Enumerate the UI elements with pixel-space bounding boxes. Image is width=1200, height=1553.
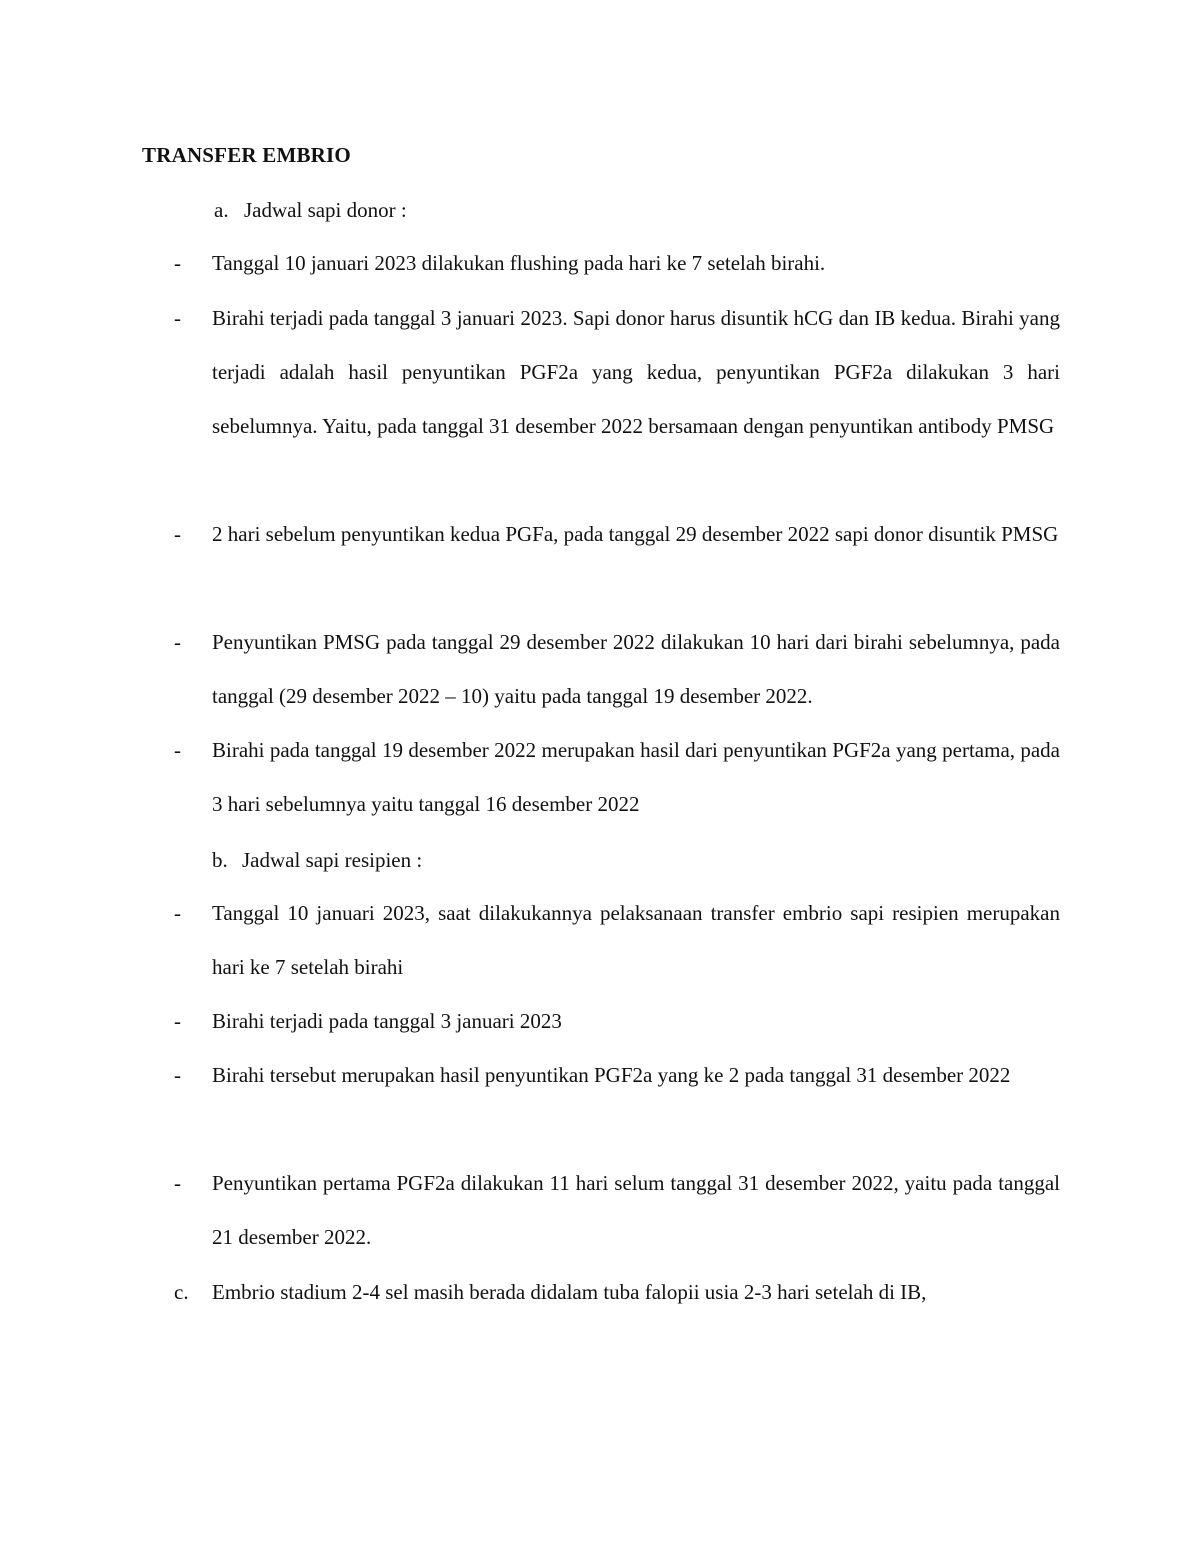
section-a-heading-text: Jadwal sapi donor :	[244, 198, 407, 222]
section-c-marker: c.	[174, 1280, 189, 1304]
list-item	[142, 1156, 1060, 1264]
list-item	[142, 1048, 1060, 1102]
list-item-text: Birahi terjadi pada tanggal 3 januari 2023	[212, 1009, 562, 1033]
list-item	[142, 236, 1060, 290]
bullet-marker: -	[174, 630, 181, 654]
list-item	[142, 615, 1060, 723]
bullet-marker: -	[174, 1171, 181, 1195]
list-item-text: Penyuntikan PMSG pada tanggal 29 desember 2022 dilakukan 10 hari dari birahi sebelumnya, pada tanggal (29 desember 2022 – 10) yaitu pada tanggal 19 desember 2022.	[212, 630, 1060, 708]
list-item	[142, 291, 1060, 453]
bullet-marker: -	[174, 1009, 181, 1033]
bullet-marker: -	[174, 1063, 181, 1087]
section-a-heading	[214, 196, 407, 224]
document-title: TRANSFER EMBRIO	[142, 143, 351, 167]
section-c-text: Embrio stadium 2-4 sel masih berada didalam tuba falopii usia 2-3 hari setelah di IB,	[212, 1280, 927, 1304]
list-item-text: 2 hari sebelum penyuntikan kedua PGFa, pada tanggal 29 desember 2022 sapi donor disuntik PMSG	[212, 522, 1059, 546]
list-item-text: Birahi terjadi pada tanggal 3 januari 2023. Sapi donor harus disuntik hCG dan IB kedua. Birahi yang terjadi adalah hasil penyuntikan PGF2a yang kedua, penyuntikan PGF2a dilakukan 3 hari sebelumnya. Yaitu, pada tanggal 31 desember 2022 bersamaan dengan penyuntikan antibody PMSG	[212, 306, 1060, 438]
list-item	[142, 886, 1060, 994]
list-item	[142, 507, 1060, 561]
section-b-heading	[212, 846, 422, 874]
bullet-marker: -	[174, 251, 181, 275]
bullet-marker: -	[174, 306, 181, 330]
bullet-marker: -	[174, 522, 181, 546]
bullet-marker: -	[174, 738, 181, 762]
list-item	[142, 994, 1060, 1048]
bullet-marker: -	[174, 901, 181, 925]
section-a-marker: a.	[214, 198, 229, 222]
list-item	[142, 723, 1060, 831]
section-b-heading-text: Jadwal sapi resipien :	[242, 848, 423, 872]
section-c-item	[142, 1265, 1060, 1319]
list-item-text: Tanggal 10 januari 2023 dilakukan flushing pada hari ke 7 setelah birahi.	[212, 251, 826, 275]
section-b-marker: b.	[212, 848, 228, 872]
list-item-text: Penyuntikan pertama PGF2a dilakukan 11 hari selum tanggal 31 desember 2022, yaitu pada tanggal 21 desember 2022.	[212, 1171, 1060, 1249]
list-item-text: Tanggal 10 januari 2023, saat dilakukannya pelaksanaan transfer embrio sapi resipien merupakan hari ke 7 setelah birahi	[212, 901, 1060, 979]
list-item-text: Birahi tersebut merupakan hasil penyuntikan PGF2a yang ke 2 pada tanggal 31 desember 2022	[212, 1063, 1011, 1087]
list-item-text: Birahi pada tanggal 19 desember 2022 merupakan hasil dari penyuntikan PGF2a yang pertama, pada 3 hari sebelumnya yaitu tanggal 16 desember 2022	[212, 738, 1060, 816]
